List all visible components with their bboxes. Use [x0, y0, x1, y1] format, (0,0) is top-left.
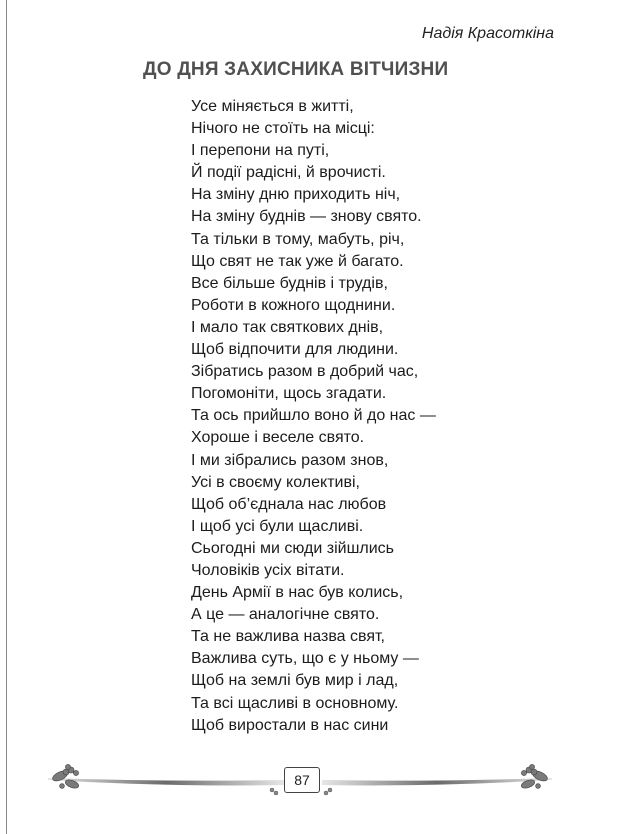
- poem-line: Що свят не так уже й багато.: [191, 252, 404, 270]
- poem-line: Усі в своєму колективі,: [191, 473, 360, 491]
- poem-line: І перепони на путі,: [191, 142, 330, 160]
- poem-line: Зібратись разом в добрий час,: [191, 363, 419, 381]
- poem-line: Роботи в кожного щоднини.: [191, 296, 396, 314]
- poem-line: На зміну дню приходить ніч,: [191, 186, 401, 204]
- poem-line: Щоб виростали в нас сини: [191, 716, 389, 734]
- poem-line: Нічого не стоїть на місці:: [191, 120, 375, 138]
- poem-line: І ми зібрались разом знов,: [191, 451, 389, 469]
- poem-line: Щоб об’єднала нас любов: [191, 495, 387, 513]
- poem-line: Хороше і веселе свято.: [191, 429, 365, 447]
- poem-line: Чоловіків усіх вітати.: [191, 561, 345, 579]
- poem-line: Щоб на землі був мир і лад,: [191, 672, 399, 690]
- poem-line: Погомоніти, щось згадати.: [191, 385, 387, 403]
- author-name: Надія Красоткіна: [421, 25, 554, 42]
- poem-line: Важлива суть, що є у ньому —: [191, 650, 419, 668]
- page-number: 87: [284, 767, 320, 793]
- poem-body: [191, 96, 436, 737]
- page-edge-line: [6, 0, 7, 834]
- poem-line: Усе міняється в житті,: [191, 98, 354, 115]
- poem-line: А це — аналогічне свято.: [191, 606, 380, 624]
- poem-title: ДО ДНЯ ЗАХИСНИКА ВІТЧИЗНИ: [143, 59, 449, 80]
- poem-line: Та всі щасливі в основному.: [191, 694, 399, 712]
- poem-line: Сьогодні ми сюди зійшлись: [191, 539, 395, 557]
- poem-line: І мало так святкових днів,: [191, 318, 384, 336]
- poem-line: Та тільки в тому, мабуть, річ,: [191, 230, 405, 248]
- poem-line: На зміну буднів — знову свято.: [191, 208, 422, 226]
- poem-line: І щоб усі були щасливі.: [191, 517, 364, 535]
- poem-line: День Армії в нас був колись,: [191, 584, 404, 602]
- poem-line: Та не важлива назва свят,: [191, 628, 385, 646]
- poem-line: Та ось прийшло воно й до нас —: [191, 407, 436, 425]
- poem-line: Й події радісні, й врочисті.: [191, 164, 386, 182]
- poem-line: Щоб відпочити для людини.: [191, 341, 399, 359]
- poem-line: Все більше буднів і трудів,: [191, 274, 388, 292]
